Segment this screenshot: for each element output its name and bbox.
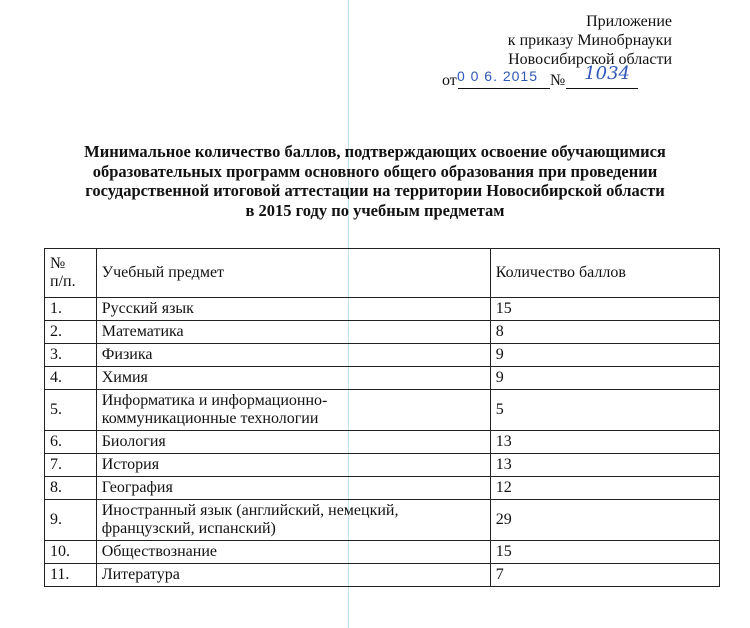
title-line-1: Минимальное количество баллов, подтверждающих освоение обучающимися [84, 142, 666, 161]
row-number: 7. [45, 454, 97, 477]
row-number: 4. [45, 367, 97, 390]
table-row [45, 541, 720, 564]
date-underline [458, 88, 550, 89]
table-row [45, 431, 720, 454]
number-underline [566, 88, 638, 89]
row-score: 15 [490, 298, 719, 321]
table-row [45, 454, 720, 477]
row-number: 10. [45, 541, 97, 564]
table-row [45, 298, 720, 321]
table-row [45, 500, 720, 541]
row-subject: Физика [96, 344, 490, 367]
row-number: 5. [45, 390, 97, 431]
title-line-3: государственной итоговой аттестации на территории Новосибирской области [85, 181, 665, 200]
row-score: 15 [490, 541, 719, 564]
order-date-number-row [442, 63, 672, 91]
row-number: 8. [45, 477, 97, 500]
row-subject: Химия [96, 367, 490, 390]
row-score: 5 [490, 390, 719, 431]
appendix-line-1: Приложение [586, 13, 672, 30]
row-subject: Биология [96, 431, 490, 454]
header-subject: Учебный предмет [96, 249, 490, 298]
row-subject: Литература [96, 564, 490, 587]
header-number: № п/п. [45, 249, 97, 298]
row-score: 8 [490, 321, 719, 344]
table-header-row [45, 249, 720, 298]
row-number: 11. [45, 564, 97, 587]
row-score: 12 [490, 477, 719, 500]
row-subject: География [96, 477, 490, 500]
table-row [45, 477, 720, 500]
table-row [45, 564, 720, 587]
header-score: Количество баллов [490, 249, 719, 298]
row-score: 7 [490, 564, 719, 587]
row-subject: Иностранный язык (английский, немецкий, французский, испанский) [96, 500, 490, 541]
appendix-line-2: к приказу Минобрнауки [507, 32, 672, 49]
handwritten-date: 0 0 6. 2015 [456, 68, 538, 84]
row-subject: Обществознание [96, 541, 490, 564]
row-subject: История [96, 454, 490, 477]
number-label: № [550, 72, 566, 89]
row-number: 3. [45, 344, 97, 367]
scores-table [44, 248, 720, 587]
row-number: 6. [45, 431, 97, 454]
row-score: 9 [490, 344, 719, 367]
row-subject: Русский язык [96, 298, 490, 321]
from-label: от [442, 72, 457, 89]
appendix-header [442, 12, 672, 91]
title-line-2: образовательных программ основного общего образования при проведении [92, 161, 658, 181]
row-subject: Информатика и информационно- коммуникационные технологии [96, 390, 490, 431]
table-row [45, 344, 720, 367]
title-line-4: в 2015 году по учебным предметам [245, 200, 505, 220]
row-number: 1. [45, 298, 97, 321]
table-row [45, 390, 720, 431]
row-number: 2. [45, 321, 97, 344]
appendix-line-3: Новосибирской области [508, 51, 672, 68]
row-score: 13 [490, 431, 719, 454]
table-row [45, 367, 720, 390]
document-title [28, 142, 722, 220]
row-score: 13 [490, 454, 719, 477]
table-row [45, 321, 720, 344]
row-number: 9. [45, 500, 97, 541]
row-subject: Математика [96, 321, 490, 344]
handwritten-number: 1034 [584, 63, 630, 84]
row-score: 29 [490, 500, 719, 541]
row-score: 9 [490, 367, 719, 390]
